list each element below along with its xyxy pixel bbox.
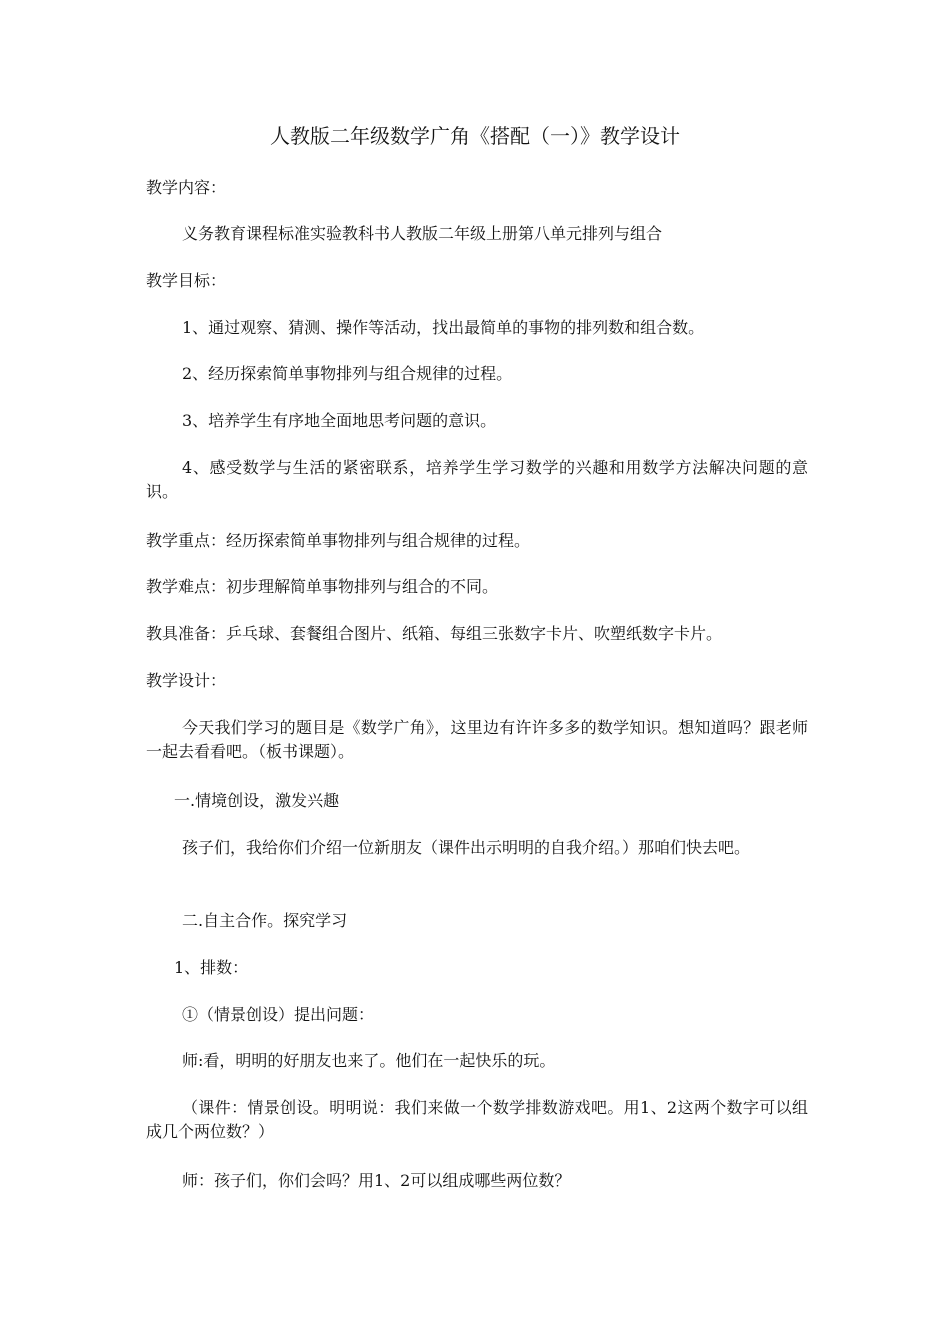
teaching-materials: 教具准备：乒乓球、套餐组合图片、纸箱、每组三张数字卡片、吹塑纸数字卡片。: [146, 624, 723, 643]
subsection-heading-ordering: 1、排数：: [174, 958, 249, 977]
goal-item-1: 1、通过观察、猜测、操作等活动，找出最简单的事物的排列数和组合数。: [182, 318, 705, 337]
teaching-content-text: 义务教育课程标准实验教科书人教版二年级上册第八单元排列与组合: [182, 224, 663, 243]
teacher-line-1: 师:看，明明的好朋友也来了。他们在一起快乐的玩。: [182, 1051, 556, 1070]
document-title: 人教版二年级数学广角《搭配（一）》教学设计: [270, 124, 680, 148]
heading-teaching-design: 教学设计：: [146, 671, 227, 690]
step-1-question: ①（情景创设）提出问题：: [182, 1005, 375, 1024]
teacher-line-2: 师：孩子们，你们会吗？用1、2可以组成哪些两位数？: [182, 1171, 571, 1190]
heading-teaching-content: 教学内容：: [146, 178, 227, 197]
section-1-paragraph: 孩子们，我给你们介绍一位新朋友（课件出示明明的自我介绍。）那咱们快去吧。: [182, 838, 751, 857]
goal-item-2: 2、经历探索简单事物排列与组合规律的过程。: [182, 364, 513, 383]
goal-item-4: 4、感受数学与生活的紧密联系，培养学生学习数学的兴趣和用数学方法解决问题的意识。: [146, 458, 808, 501]
intro-paragraph: 今天我们学习的题目是《数学广角》，这里边有许许多多的数学知识。想知道吗？跟老师一起去看看吧。（板书课题）。: [146, 718, 808, 761]
section-heading-1: 一.情境创设，激发兴趣: [174, 791, 340, 810]
section-heading-2: 二.自主合作。探究学习: [182, 911, 348, 930]
heading-teaching-goals: 教学目标：: [146, 271, 227, 290]
teaching-difficulty: 教学难点：初步理解简单事物排列与组合的不同。: [146, 577, 499, 596]
courseware-note: （课件：情景创设。明明说：我们来做一个数学排数游戏吧。用1、2这两个数字可以组成几个两位数？）: [146, 1098, 808, 1141]
teaching-key-point: 教学重点：经历探索简单事物排列与组合规律的过程。: [146, 531, 531, 550]
goal-item-3: 3、培养学生有序地全面地思考问题的意识。: [182, 411, 497, 430]
